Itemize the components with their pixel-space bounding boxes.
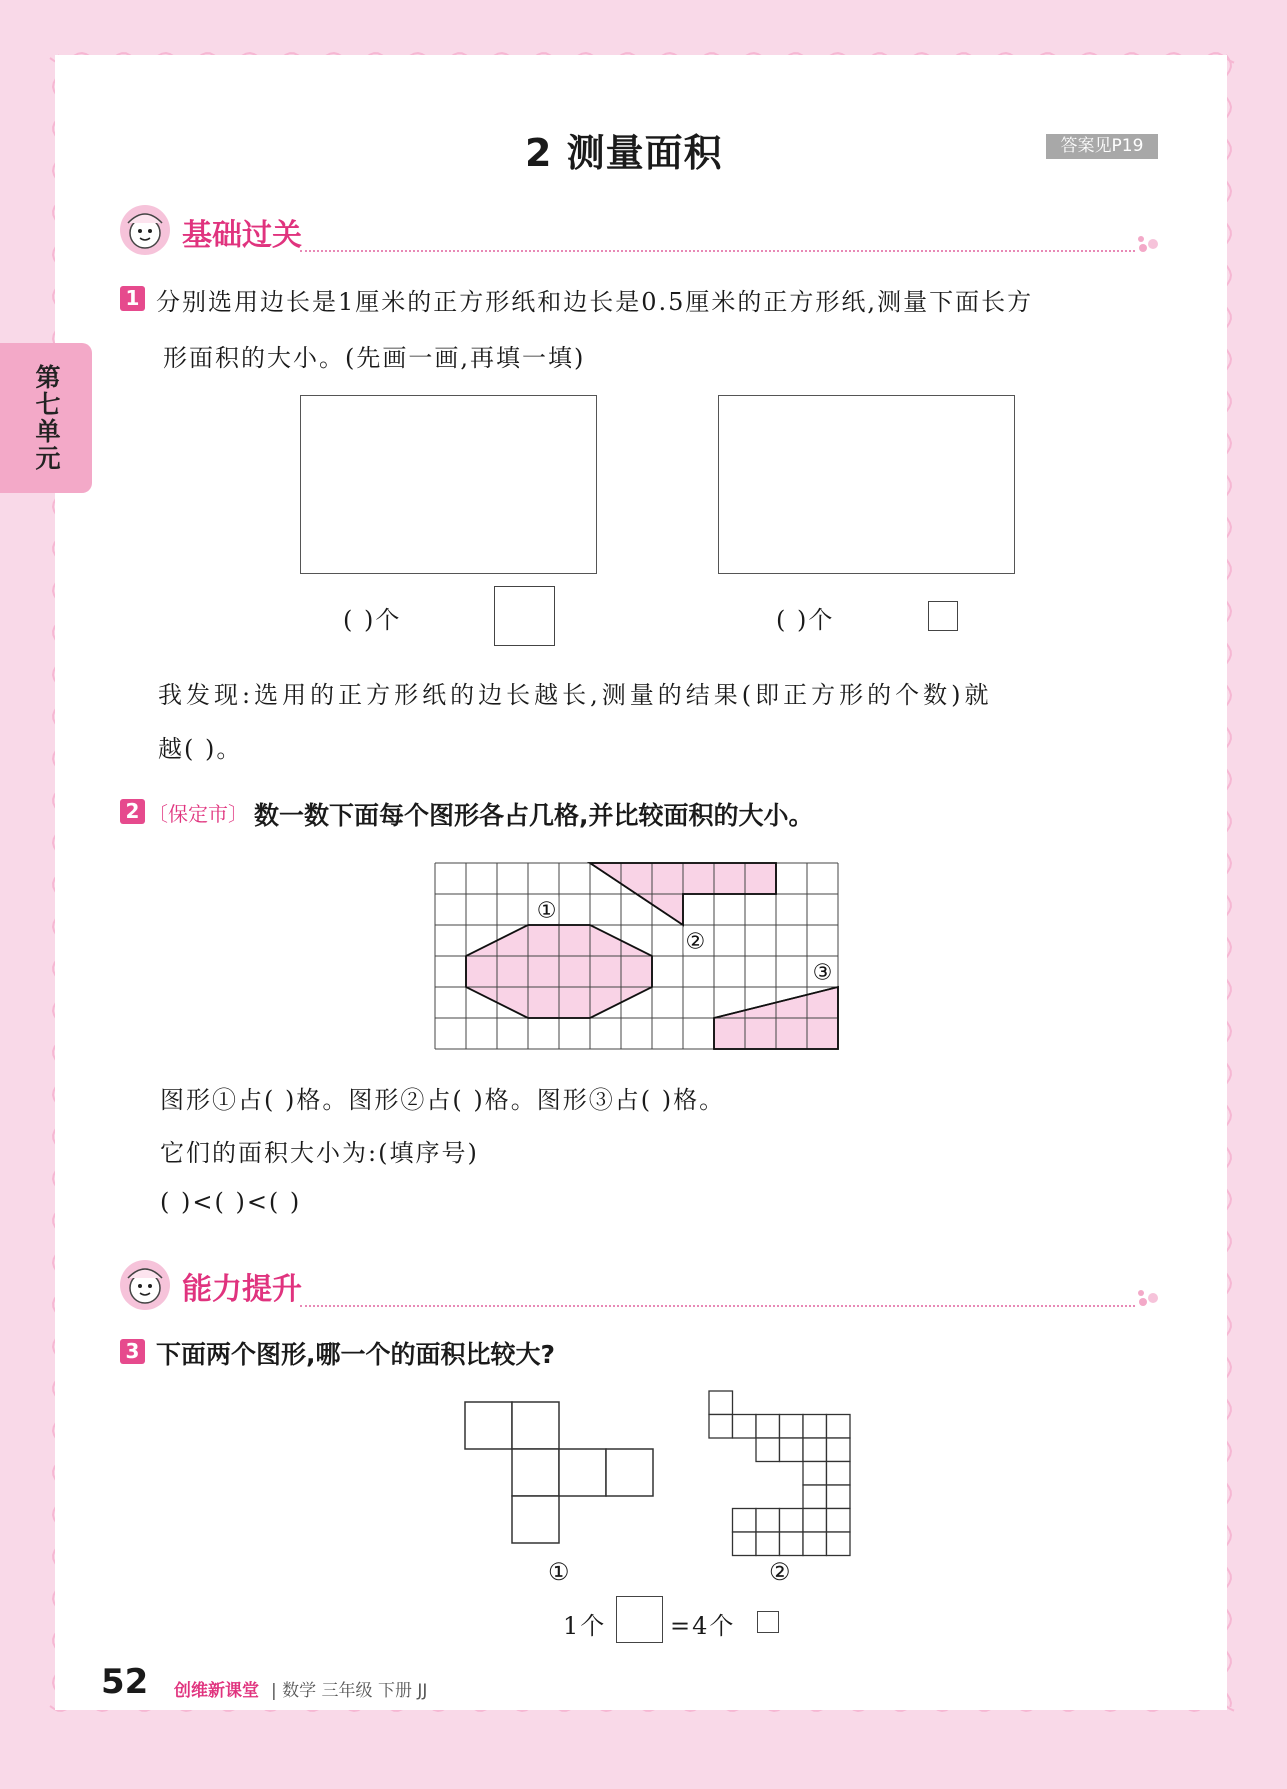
square-paper-half-cm bbox=[928, 601, 958, 631]
shape-label-1: ① bbox=[536, 898, 557, 924]
square-paper-1cm bbox=[494, 586, 555, 646]
section-divider bbox=[300, 1305, 1135, 1307]
figure2-cell bbox=[733, 1532, 757, 1556]
q3-figure-2 bbox=[708, 1390, 858, 1562]
q2-compare-intro: 它们的面积大小为:(填序号) bbox=[160, 1139, 479, 1167]
figure2-cell bbox=[803, 1485, 827, 1509]
q1-blank-left: ( )个 bbox=[343, 606, 402, 634]
footer-series-name: 创维新课堂 bbox=[174, 1681, 259, 1701]
q1-finding-line1: 我发现:选用的正方形纸的边长越长,测量的结果(即正方形的个数)就 bbox=[158, 681, 993, 709]
measure-rectangle-left bbox=[300, 395, 597, 574]
figure2-cell bbox=[733, 1509, 757, 1533]
figure2-cell bbox=[803, 1532, 827, 1556]
figure1-cell bbox=[512, 1496, 559, 1543]
q2-compare-line: ( )<( )<( ) bbox=[160, 1188, 302, 1216]
figure1-cell bbox=[465, 1402, 512, 1449]
answer-reference-badge: 答案见P19 bbox=[1046, 134, 1158, 159]
figure2-cell bbox=[803, 1438, 827, 1462]
unit-side-tab bbox=[0, 343, 92, 493]
q2-text: 数一数下面每个图形各占几格,并比较面积的大小。 bbox=[254, 801, 814, 830]
q1-blank-right: ( )个 bbox=[776, 606, 835, 634]
measure-rectangle-right bbox=[718, 395, 1015, 574]
dots-decoration-icon bbox=[1135, 1288, 1165, 1308]
shape-label-2: ② bbox=[685, 929, 706, 955]
page-number: 52 bbox=[101, 1662, 149, 1702]
q3-figure-1 bbox=[464, 1401, 659, 1549]
figure2-cell bbox=[756, 1509, 780, 1533]
section-title-advanced: 能力提升 bbox=[182, 1272, 302, 1307]
dots-decoration-icon bbox=[1135, 234, 1165, 254]
figure2-cell bbox=[827, 1509, 851, 1533]
question-number-2: 2 bbox=[120, 799, 145, 824]
figure2-cell bbox=[827, 1415, 851, 1439]
mascot-icon bbox=[116, 1258, 174, 1312]
figure2-cell bbox=[756, 1532, 780, 1556]
q3-figure2-label: ② bbox=[769, 1558, 793, 1586]
figure2-cell bbox=[780, 1509, 804, 1533]
question-number-1: 1 bbox=[120, 286, 145, 311]
q3-text: 下面两个图形,哪一个的面积比较大? bbox=[156, 1340, 556, 1369]
shape-label-3: ③ bbox=[812, 960, 833, 986]
question-number-3: 3 bbox=[120, 1339, 145, 1364]
figure1-cell bbox=[559, 1449, 606, 1496]
footer-book-info: | 数学 三年级 下册 JJ bbox=[271, 1681, 428, 1701]
figure2-cell bbox=[827, 1485, 851, 1509]
section-title-basic: 基础过关 bbox=[182, 218, 302, 253]
figure2-cell bbox=[756, 1438, 780, 1462]
figure2-cell bbox=[803, 1415, 827, 1439]
figure2-cell bbox=[756, 1415, 780, 1439]
section-divider bbox=[300, 250, 1135, 252]
q1-text-line2: 形面积的大小。(先画一画,再填一填) bbox=[163, 344, 586, 372]
q3-equation-left: 1个 bbox=[563, 1612, 607, 1640]
q2-answer-line: 图形①占( )格。图形②占( )格。图形③占( )格。 bbox=[160, 1086, 726, 1114]
q1-text-line1: 分别选用边长是1厘米的正方形纸和边长是0.5厘米的正方形纸,测量下面长方 bbox=[156, 288, 1034, 316]
figure2-cell bbox=[780, 1532, 804, 1556]
page-title: 2 测量面积 bbox=[525, 131, 723, 175]
figure2-cell bbox=[827, 1462, 851, 1486]
q2-source-tag: 〔保定市〕 bbox=[148, 802, 248, 826]
figure2-cell bbox=[709, 1415, 733, 1439]
mascot-icon bbox=[116, 203, 174, 257]
q3-equation-right: =4个 bbox=[670, 1612, 736, 1640]
figure2-cell bbox=[709, 1391, 733, 1415]
figure2-cell bbox=[803, 1462, 827, 1486]
figure2-cell bbox=[827, 1532, 851, 1556]
small-square-unit bbox=[757, 1611, 779, 1633]
figure2-cell bbox=[733, 1415, 757, 1439]
big-square-unit bbox=[616, 1596, 663, 1643]
figure1-cell bbox=[512, 1449, 559, 1496]
unit-label: 第七单元 bbox=[32, 364, 61, 472]
q3-figure1-label: ① bbox=[548, 1558, 572, 1586]
figure2-cell bbox=[827, 1438, 851, 1462]
q2-grid-figure bbox=[434, 862, 844, 1054]
figure1-cell bbox=[512, 1402, 559, 1449]
figure2-cell bbox=[803, 1509, 827, 1533]
figure2-cell bbox=[780, 1438, 804, 1462]
figure1-cell bbox=[606, 1449, 653, 1496]
q1-finding-line2: 越( )。 bbox=[158, 735, 243, 763]
figure2-cell bbox=[780, 1415, 804, 1439]
